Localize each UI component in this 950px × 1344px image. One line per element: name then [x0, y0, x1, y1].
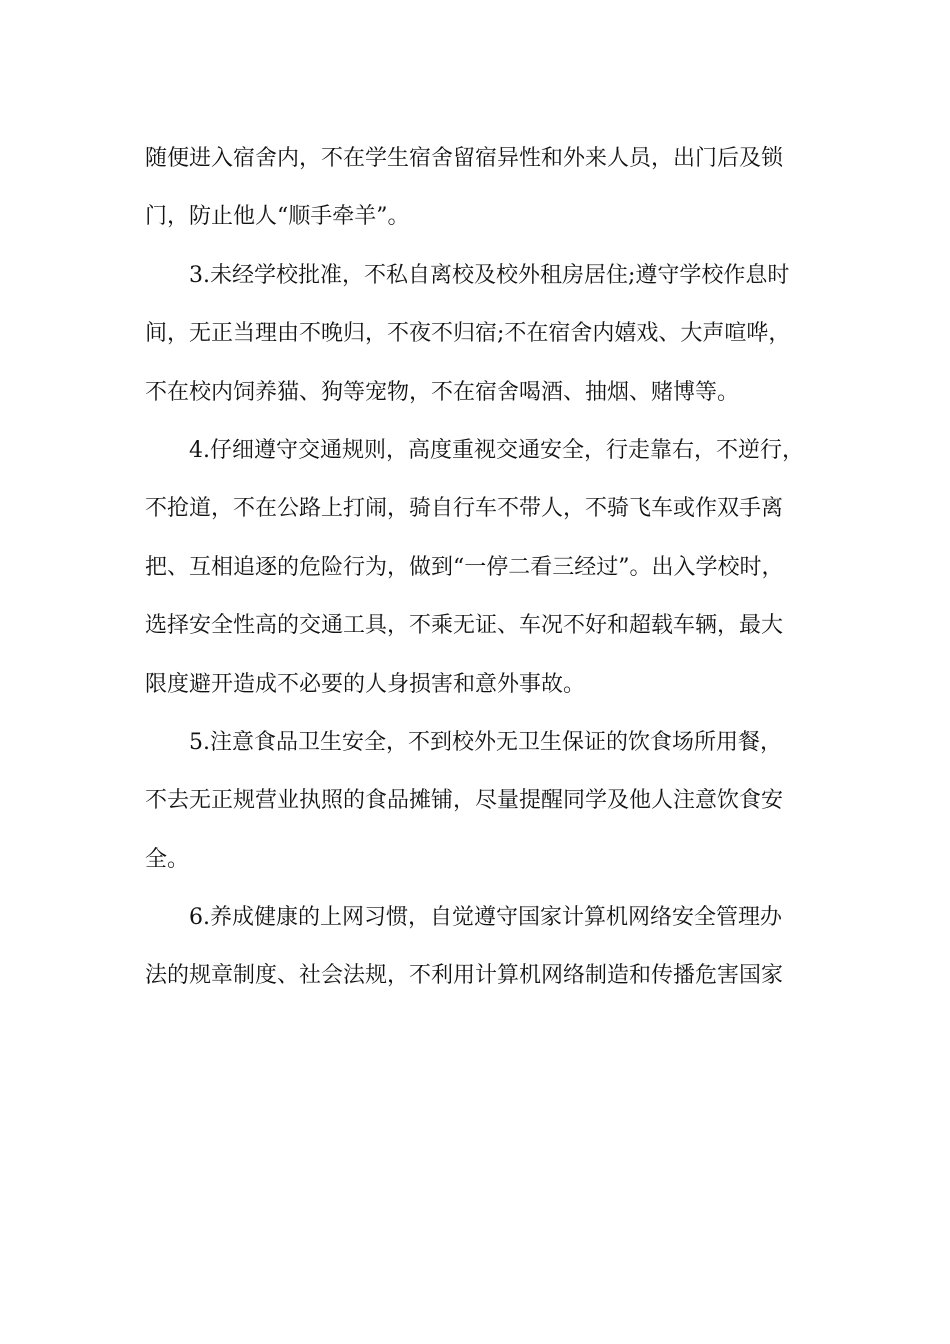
- text-line: 随便进入宿舍内，不在学生宿舍留宿异性和外来人员，出门后及锁: [145, 146, 784, 171]
- document-body: [145, 130, 835, 1006]
- text-line: 不去无正规营业执照的食品摊铺，尽量提醒同学及他人注意饮食安: [145, 788, 784, 814]
- text-line: 把、互相追逐的危险行为，做到“一停二看三经过”。出入学校时，: [145, 554, 784, 580]
- text-line: 不在校内饲养猫、狗等宠物，不在宿舍喝酒、抽烟、赌博等。: [145, 379, 740, 405]
- text-line: 法的规章制度、社会法规，不利用计算机网络制造和传播危害国家: [145, 963, 784, 989]
- text-line: 间，无正当理由不晚归，不夜不归宿;不在宿舍内嬉戏、大声喧哗，: [145, 321, 791, 347]
- paragraph-3-line: 3.未经学校批准，不私自离校及校外租房居住;遵守学校作息时: [189, 262, 790, 288]
- text-line: 全。: [145, 846, 190, 872]
- text-line: 门，防止他人“顺手牵羊”。: [145, 204, 410, 230]
- paragraph-6-line: 6.养成健康的上网习惯，自觉遵守国家计算机网络安全管理办: [189, 905, 782, 931]
- text-line: 选择安全性高的交通工具，不乘无证、车况不好和超载车辆，最大: [145, 613, 784, 639]
- text-line: 不抢道，不在公路上打闹，骑自行车不带人，不骑飞车或作双手离: [145, 496, 784, 522]
- text-line: 限度避开造成不必要的人身损害和意外事故。: [145, 671, 586, 697]
- paragraph-4-line: 4.仔细遵守交通规则，高度重视交通安全，行走靠右，不逆行，: [189, 437, 804, 463]
- paragraph-5-line: 5.注意食品卫生安全，不到校外无卫生保证的饮食场所用餐，: [189, 729, 782, 755]
